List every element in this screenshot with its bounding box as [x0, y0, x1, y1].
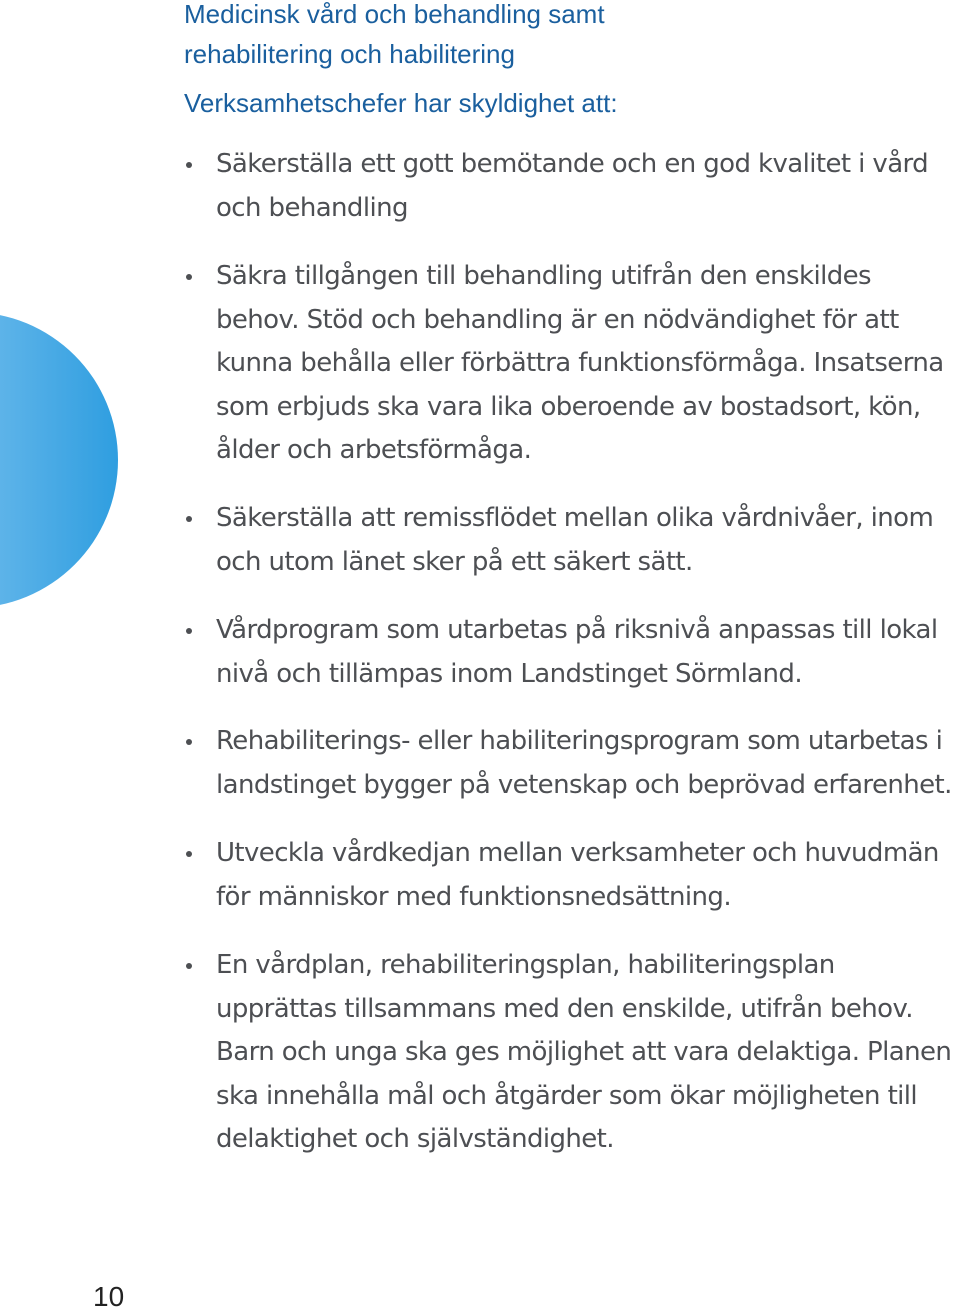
list-item-text: En vårdplan, rehabiliteringsplan, habiliteringsplan upprättas tillsammans med den enskilde, utifrån behov. Barn och unga ska ges möjlighet att vara delaktiga. Planen ska innehålla mål och åtgärder som ökar möjligheten till delaktighet och självständighet.: [216, 950, 952, 1154]
bullet-icon: [186, 274, 192, 280]
list-item-text: Rehabiliterings- eller habiliteringsprogram som utarbetas i landstinget bygger på vetenskap och beprövad erfarenhet.: [216, 726, 952, 800]
bullet-icon: [186, 162, 192, 168]
list-item: [216, 143, 960, 230]
list-item-text: Säkerställa ett gott bemötande och en god kvalitet i vård och behandling: [216, 149, 929, 223]
bullet-icon: [186, 851, 192, 857]
heading-line-2: rehabilitering och habilitering: [184, 39, 515, 69]
list-item-text: Säkra tillgången till behandling utifrån den enskildes behov. Stöd och behandling är en nödvändighet för att kunna behålla eller förbättra funktionsförmåga. Insatserna som erbjuds ska vara lika oberoende av bostadsort, kön, ålder och arbetsförmåga.: [216, 261, 944, 465]
list-item: [216, 255, 960, 473]
list-item: [216, 720, 960, 807]
list-item-text: Säkerställa att remissflödet mellan olika vårdnivåer, inom och utom länet sker på ett säkert sätt.: [216, 503, 934, 577]
list-item: [216, 497, 960, 584]
list-item-text: Vårdprogram som utarbetas på riksnivå anpassas till lokal nivå och tillämpas inom Landstinget Sörmland.: [216, 615, 938, 689]
intro-text: Verksamhetschefer har skyldighet att:: [184, 88, 618, 118]
list-item: [216, 832, 960, 919]
list-item-text: Utveckla vårdkedjan mellan verksamheter och huvudmän för människor med funktionsnedsättning.: [216, 838, 939, 912]
bullet-icon: [186, 628, 192, 634]
bullet-icon: [186, 739, 192, 745]
page-heading: [184, 0, 924, 74]
heading-line-1: Medicinsk vård och behandling samt: [184, 0, 605, 29]
list-item: [216, 609, 960, 696]
bullet-icon: [186, 516, 192, 522]
list-item: [216, 944, 960, 1162]
bullet-icon: [186, 963, 192, 969]
decorative-half-circle: [0, 0, 130, 620]
page-number: 10: [93, 1281, 125, 1312]
